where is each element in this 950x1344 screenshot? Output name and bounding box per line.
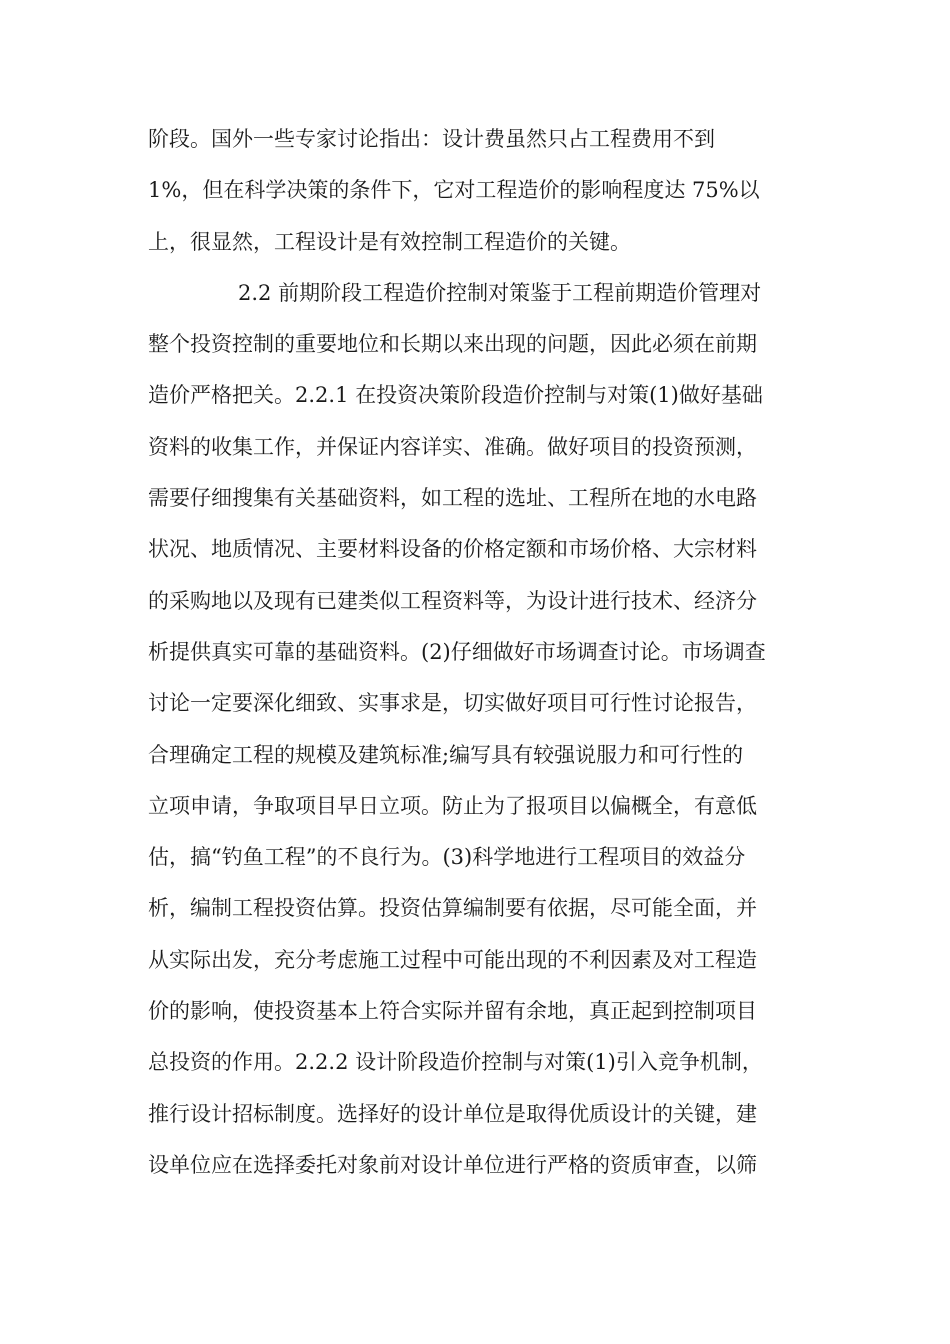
text-line: 推行设计招标制度。选择好的设计单位是取得优质设计的关键，建 [148,1101,757,1126]
section-heading-line: 2.2 前期阶段工程造价控制对策鉴于工程前期造价管理对 [238,280,762,305]
text-line: 造价严格把关。2.2.1 在投资决策阶段造价控制与对策(1)做好基础 [148,383,763,408]
text-line: 阶段。国外一些专家讨论指出：设计费虽然只占工程费用不到 [148,127,715,151]
text-line: 整个投资控制的重要地位和长期以来出现的问题，因此必须在前期 [148,332,757,357]
text-line: 从实际出发，充分考虑施工过程中可能出现的不利因素及对工程造 [148,947,757,972]
text-line: 状况、地质情况、主要材料设备的价格定额和市场价格、大宗材料 [148,537,757,562]
text-line: 立项申请，争取项目早日立项。防止为了报项目以偏概全，有意低 [148,793,757,818]
text-line: 需要仔细搜集有关基础资料，如工程的选址、工程所在地的水电路 [148,486,757,511]
text-line: 析，编制工程投资估算。投资估算编制要有依据，尽可能全面，并 [148,896,757,921]
text-line: 讨论一定要深化细致、实事求是，切实做好项目可行性讨论报告， [148,691,757,716]
text-line: 总投资的作用。2.2.2 设计阶段造价控制与对策(1)引入竞争机制， [148,1050,763,1075]
text-line: 设单位应在选择委托对象前对设计单位进行严格的资质审查，以筛 [148,1152,757,1177]
text-line: 1%，但在科学决策的条件下，它对工程造价的影响程度达 75%以 [148,178,760,203]
text-line: 上，很显然，工程设计是有效控制工程造价的关键。 [148,229,631,254]
body-text [148,114,808,1191]
text-line: 价的影响，使投资基本上符合实际并留有余地，真正起到控制项目 [148,999,757,1024]
text-line: 析提供真实可靠的基础资料。(2)仔细做好市场调查讨论。市场调查 [148,639,766,664]
text-line: 的采购地以及现有已建类似工程资料等，为设计进行技术、经济分 [148,588,757,613]
text-line: 资料的收集工作，并保证内容详实、准确。做好项目的投资预测， [148,434,757,459]
text-line: 估，搞“钓鱼工程”的不良行为。(3)科学地进行工程项目的效益分 [148,845,746,870]
text-line: 合理确定工程的规模及建筑标准;编写具有较强说服力和可行性的 [148,742,744,767]
